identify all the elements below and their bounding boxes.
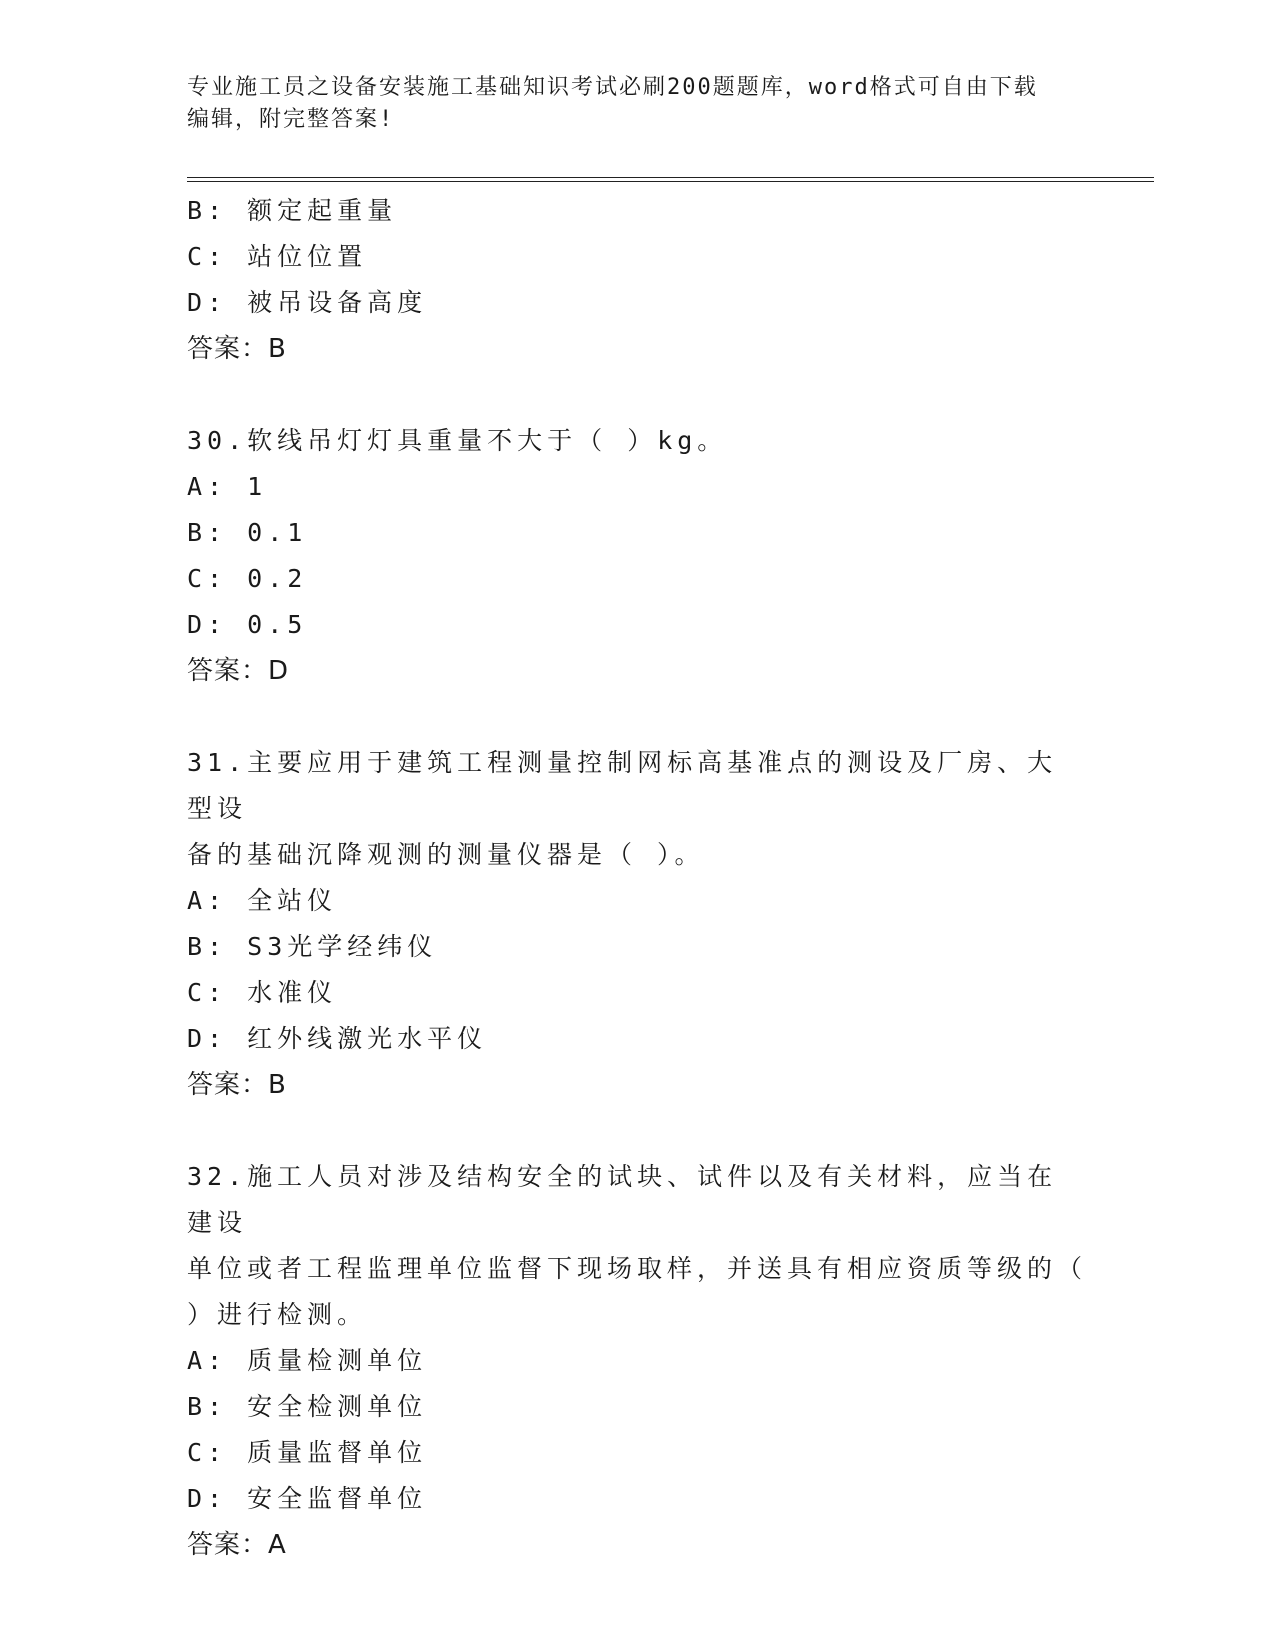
- option-c: C: 站位位置: [187, 242, 368, 271]
- option-a: A: 质量检测单位: [187, 1346, 428, 1375]
- option-b: B: 额定起重量: [187, 196, 398, 225]
- option-c: C: 0.2: [187, 564, 308, 593]
- spacer: [187, 1108, 1087, 1154]
- question-30: [187, 418, 1087, 694]
- option-d: D: 被吊设备高度: [187, 288, 428, 317]
- answer-line: 答案：B: [187, 334, 287, 364]
- option-b: B: 0.1: [187, 518, 308, 547]
- spacer: [187, 372, 1087, 418]
- answer-line: 答案：B: [187, 1070, 287, 1100]
- spacer: [187, 694, 1087, 740]
- option-d: D: 0.5: [187, 610, 308, 639]
- prev-question-block: [187, 188, 1087, 372]
- option-d: D: 安全监督单位: [187, 1484, 428, 1513]
- question-32: [187, 1154, 1087, 1568]
- answer-line: 答案：A: [187, 1530, 287, 1560]
- header-line-2: 编辑，附完整答案!: [187, 107, 395, 132]
- header-line-1: 专业施工员之设备安装施工基础知识考试必刷200题题库，word格式可自由下载: [187, 75, 1038, 100]
- question-list: [187, 188, 1087, 1568]
- answer-line: 答案：D: [187, 656, 290, 686]
- option-c: C: 质量监督单位: [187, 1438, 428, 1467]
- option-b: B: 安全检测单位: [187, 1392, 428, 1421]
- question-31: [187, 740, 1087, 1108]
- question-text-line-1: 31.主要应用于建筑工程测量控制网标高基准点的测设及厂房、大型设: [187, 748, 1058, 823]
- option-b: B: S3光学经纬仪: [187, 932, 438, 961]
- question-text-line-3: ）进行检测。: [187, 1300, 368, 1329]
- document-header: [187, 72, 1087, 136]
- question-text-line-2: 备的基础沉降观测的测量仪器是（ ）。: [187, 840, 705, 869]
- question-text: 30.软线吊灯灯具重量不大于（ ）kg。: [187, 426, 728, 455]
- option-a: A: 全站仪: [187, 886, 338, 915]
- question-text-line-1: 32.施工人员对涉及结构安全的试块、试件以及有关材料，应当在建设: [187, 1162, 1058, 1237]
- option-c: C: 水准仪: [187, 978, 338, 1007]
- question-text-line-2: 单位或者工程监理单位监督下现场取样，并送具有相应资质等级的（: [187, 1254, 1088, 1283]
- option-a: A: 1: [187, 472, 268, 501]
- option-d: D: 红外线激光水平仪: [187, 1024, 488, 1053]
- header-divider: [187, 177, 1154, 182]
